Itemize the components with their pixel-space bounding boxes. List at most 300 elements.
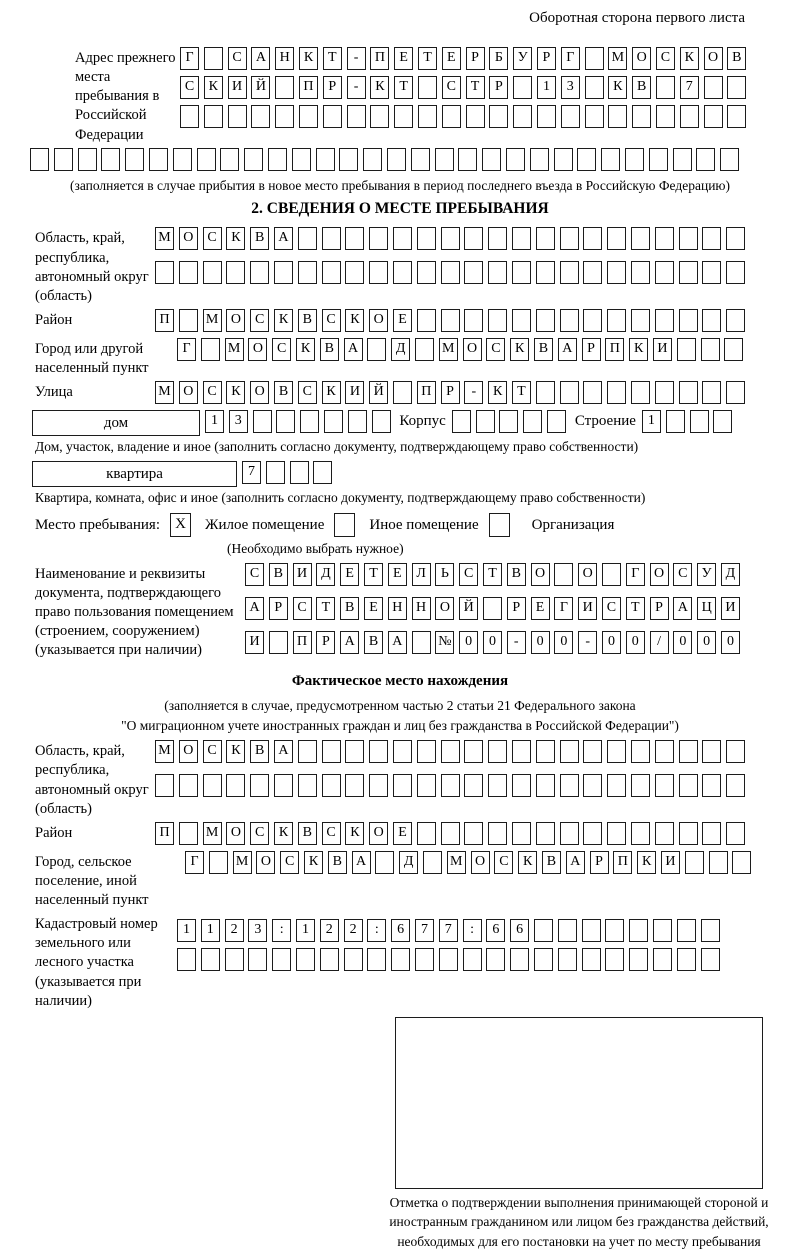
char-cell[interactable]: С (656, 47, 675, 70)
char-cell[interactable] (585, 76, 604, 99)
char-cell[interactable] (685, 851, 704, 874)
char-cell[interactable]: О (435, 597, 454, 620)
char-cell[interactable] (607, 740, 626, 763)
char-cell[interactable] (441, 227, 460, 250)
fact-gorod-row[interactable] (185, 851, 756, 877)
char-cell[interactable] (726, 822, 745, 845)
char-cell[interactable]: П (417, 381, 436, 404)
char-cell[interactable]: Г (561, 47, 580, 70)
char-cell[interactable] (228, 105, 247, 128)
char-cell[interactable]: О (256, 851, 275, 874)
char-cell[interactable]: И (721, 597, 740, 620)
char-cell[interactable] (631, 381, 650, 404)
char-cell[interactable] (655, 774, 674, 797)
char-cell[interactable] (690, 410, 709, 433)
char-cell[interactable] (631, 227, 650, 250)
char-cell[interactable] (726, 261, 745, 284)
char-cell[interactable] (244, 148, 263, 171)
char-cell[interactable]: О (632, 47, 651, 70)
char-cell[interactable] (629, 919, 648, 942)
char-cell[interactable] (274, 261, 293, 284)
char-cell[interactable]: О (179, 227, 198, 250)
char-cell[interactable]: Р (323, 76, 342, 99)
char-cell[interactable] (483, 597, 502, 620)
char-cell[interactable]: К (488, 381, 507, 404)
char-cell[interactable] (290, 461, 309, 484)
char-cell[interactable]: В (328, 851, 347, 874)
char-cell[interactable] (464, 740, 483, 763)
char-cell[interactable]: В (542, 851, 561, 874)
char-cell[interactable]: Е (531, 597, 550, 620)
char-cell[interactable] (344, 948, 363, 971)
char-cell[interactable]: С (250, 822, 269, 845)
char-cell[interactable]: С (228, 47, 247, 70)
char-cell[interactable] (512, 740, 531, 763)
char-cell[interactable] (702, 261, 721, 284)
char-cell[interactable] (510, 948, 529, 971)
char-cell[interactable] (441, 261, 460, 284)
char-cell[interactable] (607, 774, 626, 797)
char-cell[interactable]: Т (466, 76, 485, 99)
char-cell[interactable]: 2 (344, 919, 363, 942)
char-cell[interactable] (441, 774, 460, 797)
char-cell[interactable] (724, 338, 743, 361)
char-cell[interactable] (54, 148, 73, 171)
char-cell[interactable]: И (228, 76, 247, 99)
char-cell[interactable] (418, 105, 437, 128)
char-cell[interactable] (629, 948, 648, 971)
char-cell[interactable] (655, 740, 674, 763)
char-cell[interactable] (253, 410, 272, 433)
char-cell[interactable] (499, 410, 518, 433)
char-cell[interactable] (649, 148, 668, 171)
char-cell[interactable]: Д (721, 563, 740, 586)
oblast-row-1[interactable] (155, 227, 750, 253)
char-cell[interactable] (393, 227, 412, 250)
char-cell[interactable] (631, 261, 650, 284)
char-cell[interactable] (179, 822, 198, 845)
char-cell[interactable] (298, 261, 317, 284)
char-cell[interactable]: К (637, 851, 656, 874)
char-cell[interactable]: К (345, 822, 364, 845)
char-cell[interactable]: К (226, 227, 245, 250)
char-cell[interactable] (225, 948, 244, 971)
char-cell[interactable]: П (370, 47, 389, 70)
char-cell[interactable] (655, 309, 674, 332)
char-cell[interactable]: Е (393, 822, 412, 845)
char-cell[interactable] (248, 948, 267, 971)
char-cell[interactable] (201, 338, 220, 361)
char-cell[interactable]: С (203, 381, 222, 404)
char-cell[interactable] (732, 851, 751, 874)
char-cell[interactable] (512, 261, 531, 284)
char-cell[interactable]: П (293, 631, 312, 654)
char-cell[interactable] (512, 774, 531, 797)
char-cell[interactable] (345, 740, 364, 763)
char-cell[interactable]: О (179, 381, 198, 404)
char-cell[interactable]: М (439, 338, 458, 361)
house-number-row[interactable] (205, 410, 395, 436)
char-cell[interactable] (536, 227, 555, 250)
char-cell[interactable] (298, 740, 317, 763)
kadastr-row-2[interactable] (177, 948, 724, 974)
char-cell[interactable] (411, 148, 430, 171)
char-cell[interactable]: О (650, 563, 669, 586)
char-cell[interactable] (679, 774, 698, 797)
char-cell[interactable] (276, 410, 295, 433)
char-cell[interactable] (464, 774, 483, 797)
char-cell[interactable] (605, 919, 624, 942)
char-cell[interactable]: 1 (296, 919, 315, 942)
char-cell[interactable] (220, 148, 239, 171)
char-cell[interactable] (488, 227, 507, 250)
char-cell[interactable]: / (650, 631, 669, 654)
char-cell[interactable] (512, 309, 531, 332)
char-cell[interactable] (727, 76, 746, 99)
char-cell[interactable]: О (250, 381, 269, 404)
char-cell[interactable] (322, 261, 341, 284)
char-cell[interactable]: 0 (626, 631, 645, 654)
char-cell[interactable]: С (272, 338, 291, 361)
char-cell[interactable]: С (494, 851, 513, 874)
char-cell[interactable] (655, 227, 674, 250)
char-cell[interactable] (558, 948, 577, 971)
char-cell[interactable]: В (298, 822, 317, 845)
char-cell[interactable]: В (507, 563, 526, 586)
char-cell[interactable] (369, 774, 388, 797)
char-cell[interactable] (393, 261, 412, 284)
char-cell[interactable] (607, 381, 626, 404)
char-cell[interactable]: А (558, 338, 577, 361)
char-cell[interactable] (275, 105, 294, 128)
char-cell[interactable]: К (296, 338, 315, 361)
char-cell[interactable]: В (534, 338, 553, 361)
char-cell[interactable]: С (442, 76, 461, 99)
char-cell[interactable]: К (510, 338, 529, 361)
char-cell[interactable] (720, 148, 739, 171)
char-cell[interactable]: 0 (531, 631, 550, 654)
prev-address-row-4[interactable] (30, 148, 765, 174)
char-cell[interactable] (488, 822, 507, 845)
char-cell[interactable] (464, 309, 483, 332)
char-cell[interactable]: Т (418, 47, 437, 70)
char-cell[interactable] (226, 774, 245, 797)
char-cell[interactable] (536, 740, 555, 763)
char-cell[interactable] (677, 919, 696, 942)
char-cell[interactable] (269, 631, 288, 654)
char-cell[interactable]: В (298, 309, 317, 332)
char-cell[interactable] (316, 148, 335, 171)
char-cell[interactable] (656, 76, 675, 99)
char-cell[interactable] (577, 148, 596, 171)
char-cell[interactable] (547, 410, 566, 433)
char-cell[interactable]: А (274, 740, 293, 763)
char-cell[interactable]: К (226, 740, 245, 763)
char-cell[interactable]: 6 (510, 919, 529, 942)
checkbox-organizatsiya[interactable] (489, 513, 510, 539)
char-cell[interactable]: - (464, 381, 483, 404)
char-cell[interactable] (268, 148, 287, 171)
char-cell[interactable]: И (653, 338, 672, 361)
char-cell[interactable] (345, 261, 364, 284)
char-cell[interactable] (324, 410, 343, 433)
char-cell[interactable] (537, 105, 556, 128)
char-cell[interactable] (463, 948, 482, 971)
char-cell[interactable]: Е (393, 309, 412, 332)
char-cell[interactable]: К (304, 851, 323, 874)
char-cell[interactable]: Т (316, 597, 335, 620)
char-cell[interactable] (417, 309, 436, 332)
char-cell[interactable]: С (602, 597, 621, 620)
char-cell[interactable] (513, 105, 532, 128)
char-cell[interactable]: О (369, 309, 388, 332)
char-cell[interactable]: Т (483, 563, 502, 586)
char-cell[interactable] (583, 309, 602, 332)
char-cell[interactable]: М (447, 851, 466, 874)
char-cell[interactable] (673, 148, 692, 171)
char-cell[interactable] (704, 105, 723, 128)
char-cell[interactable] (709, 851, 728, 874)
char-cell[interactable]: 0 (697, 631, 716, 654)
char-cell[interactable]: С (180, 76, 199, 99)
char-cell[interactable]: 0 (721, 631, 740, 654)
char-cell[interactable]: 0 (483, 631, 502, 654)
char-cell[interactable]: Н (275, 47, 294, 70)
char-cell[interactable] (726, 309, 745, 332)
char-cell[interactable]: В (250, 227, 269, 250)
char-cell[interactable] (296, 948, 315, 971)
char-cell[interactable] (653, 919, 672, 942)
char-cell[interactable]: Г (177, 338, 196, 361)
char-cell[interactable] (393, 774, 412, 797)
char-cell[interactable] (251, 105, 270, 128)
checkbox-inoe[interactable] (334, 513, 355, 539)
char-cell[interactable]: Т (394, 76, 413, 99)
char-cell[interactable] (323, 105, 342, 128)
char-cell[interactable] (393, 381, 412, 404)
char-cell[interactable]: Т (364, 563, 383, 586)
char-cell[interactable] (585, 105, 604, 128)
char-cell[interactable]: - (347, 76, 366, 99)
char-cell[interactable]: У (513, 47, 532, 70)
char-cell[interactable]: В (632, 76, 651, 99)
char-cell[interactable] (488, 774, 507, 797)
char-cell[interactable]: Т (512, 381, 531, 404)
char-cell[interactable]: Л (412, 563, 431, 586)
char-cell[interactable] (512, 822, 531, 845)
char-cell[interactable] (713, 410, 732, 433)
char-cell[interactable]: М (155, 227, 174, 250)
char-cell[interactable]: О (179, 740, 198, 763)
char-cell[interactable] (155, 261, 174, 284)
document-row-1[interactable] (245, 563, 745, 589)
char-cell[interactable]: X (170, 513, 191, 537)
char-cell[interactable] (466, 105, 485, 128)
char-cell[interactable]: : (463, 919, 482, 942)
char-cell[interactable] (204, 105, 223, 128)
char-cell[interactable] (299, 105, 318, 128)
char-cell[interactable] (155, 774, 174, 797)
char-cell[interactable] (348, 410, 367, 433)
char-cell[interactable]: М (155, 381, 174, 404)
char-cell[interactable] (677, 948, 696, 971)
char-cell[interactable] (560, 822, 579, 845)
char-cell[interactable] (313, 461, 332, 484)
char-cell[interactable] (702, 822, 721, 845)
char-cell[interactable]: А (344, 338, 363, 361)
char-cell[interactable] (679, 822, 698, 845)
char-cell[interactable] (702, 309, 721, 332)
char-cell[interactable] (653, 948, 672, 971)
char-cell[interactable]: О (531, 563, 550, 586)
char-cell[interactable] (701, 338, 720, 361)
fact-oblast-row-1[interactable] (155, 740, 750, 766)
char-cell[interactable]: А (274, 227, 293, 250)
char-cell[interactable] (149, 148, 168, 171)
char-cell[interactable]: Й (251, 76, 270, 99)
char-cell[interactable]: 3 (248, 919, 267, 942)
prev-address-row-2[interactable] (180, 76, 751, 102)
char-cell[interactable]: 0 (459, 631, 478, 654)
char-cell[interactable] (203, 774, 222, 797)
char-cell[interactable] (476, 410, 495, 433)
char-cell[interactable]: 2 (225, 919, 244, 942)
char-cell[interactable]: Т (626, 597, 645, 620)
char-cell[interactable] (726, 740, 745, 763)
char-cell[interactable] (272, 948, 291, 971)
char-cell[interactable] (292, 148, 311, 171)
char-cell[interactable] (266, 461, 285, 484)
char-cell[interactable]: О (463, 338, 482, 361)
char-cell[interactable]: : (367, 919, 386, 942)
char-cell[interactable] (631, 309, 650, 332)
char-cell[interactable]: П (605, 338, 624, 361)
char-cell[interactable] (101, 148, 120, 171)
char-cell[interactable] (197, 148, 216, 171)
char-cell[interactable] (417, 774, 436, 797)
char-cell[interactable] (727, 105, 746, 128)
char-cell[interactable] (464, 227, 483, 250)
char-cell[interactable]: К (680, 47, 699, 70)
char-cell[interactable] (415, 338, 434, 361)
char-cell[interactable] (345, 227, 364, 250)
char-cell[interactable]: С (250, 309, 269, 332)
char-cell[interactable]: К (274, 309, 293, 332)
char-cell[interactable] (554, 148, 573, 171)
char-cell[interactable] (679, 740, 698, 763)
char-cell[interactable]: М (203, 309, 222, 332)
char-cell[interactable] (441, 822, 460, 845)
korpus-row[interactable] (452, 410, 571, 436)
char-cell[interactable]: 7 (680, 76, 699, 99)
char-cell[interactable]: С (203, 227, 222, 250)
char-cell[interactable] (489, 513, 510, 537)
char-cell[interactable]: О (578, 563, 597, 586)
char-cell[interactable] (702, 740, 721, 763)
char-cell[interactable]: Н (412, 597, 431, 620)
gorod-row[interactable] (177, 338, 748, 364)
char-cell[interactable] (582, 919, 601, 942)
char-cell[interactable]: Р (650, 597, 669, 620)
char-cell[interactable]: Г (554, 597, 573, 620)
char-cell[interactable]: 1 (205, 410, 224, 433)
char-cell[interactable] (679, 261, 698, 284)
char-cell[interactable]: С (322, 309, 341, 332)
char-cell[interactable] (250, 774, 269, 797)
char-cell[interactable] (656, 105, 675, 128)
char-cell[interactable] (177, 948, 196, 971)
char-cell[interactable] (582, 948, 601, 971)
document-row-2[interactable] (245, 597, 745, 623)
char-cell[interactable] (536, 822, 555, 845)
char-cell[interactable]: О (226, 822, 245, 845)
char-cell[interactable]: С (298, 381, 317, 404)
char-cell[interactable]: 1 (642, 410, 661, 433)
char-cell[interactable]: А (352, 851, 371, 874)
char-cell[interactable] (726, 381, 745, 404)
char-cell[interactable]: С (322, 822, 341, 845)
char-cell[interactable] (322, 740, 341, 763)
char-cell[interactable]: Р (466, 47, 485, 70)
char-cell[interactable] (583, 774, 602, 797)
char-cell[interactable]: С (203, 740, 222, 763)
char-cell[interactable] (702, 774, 721, 797)
char-cell[interactable] (583, 261, 602, 284)
prev-address-row-3[interactable] (180, 105, 751, 131)
char-cell[interactable]: - (578, 631, 597, 654)
char-cell[interactable] (334, 513, 355, 537)
char-cell[interactable] (300, 410, 319, 433)
char-cell[interactable] (631, 822, 650, 845)
char-cell[interactable]: Т (323, 47, 342, 70)
char-cell[interactable] (655, 381, 674, 404)
char-cell[interactable]: 7 (415, 919, 434, 942)
char-cell[interactable]: Р (537, 47, 556, 70)
char-cell[interactable]: О (704, 47, 723, 70)
char-cell[interactable] (363, 148, 382, 171)
char-cell[interactable] (607, 227, 626, 250)
char-cell[interactable] (179, 309, 198, 332)
char-cell[interactable] (417, 227, 436, 250)
char-cell[interactable] (583, 227, 602, 250)
char-cell[interactable] (441, 309, 460, 332)
char-cell[interactable] (488, 309, 507, 332)
char-cell[interactable]: № (435, 631, 454, 654)
char-cell[interactable]: М (233, 851, 252, 874)
char-cell[interactable] (372, 410, 391, 433)
char-cell[interactable] (513, 76, 532, 99)
char-cell[interactable] (489, 105, 508, 128)
char-cell[interactable]: М (608, 47, 627, 70)
char-cell[interactable]: 0 (673, 631, 692, 654)
char-cell[interactable]: М (203, 822, 222, 845)
char-cell[interactable]: П (155, 309, 174, 332)
char-cell[interactable] (417, 740, 436, 763)
char-cell[interactable]: А (251, 47, 270, 70)
char-cell[interactable] (275, 76, 294, 99)
char-cell[interactable] (680, 105, 699, 128)
char-cell[interactable]: М (225, 338, 244, 361)
char-cell[interactable]: С (280, 851, 299, 874)
char-cell[interactable] (464, 822, 483, 845)
char-cell[interactable] (701, 948, 720, 971)
kadastr-row-1[interactable] (177, 919, 724, 945)
char-cell[interactable] (625, 148, 644, 171)
char-cell[interactable] (530, 148, 549, 171)
char-cell[interactable] (367, 338, 386, 361)
char-cell[interactable] (608, 105, 627, 128)
char-cell[interactable]: Р (489, 76, 508, 99)
